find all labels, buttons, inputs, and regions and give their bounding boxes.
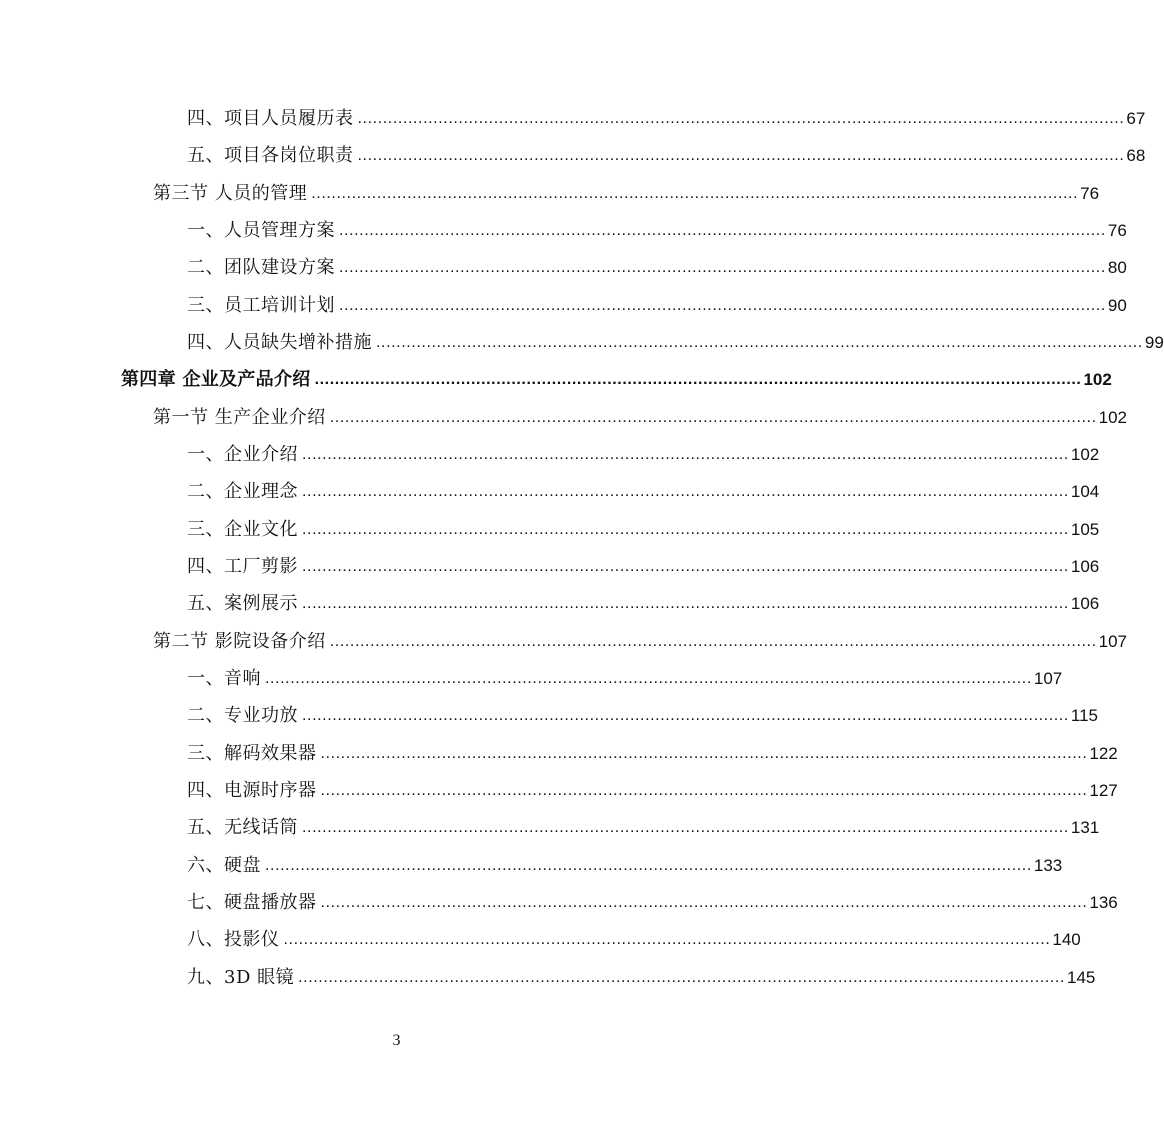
toc-entry-page: 115 xyxy=(1070,706,1098,725)
dot-leader: ........................................................................................................................................................ xyxy=(302,446,1069,463)
dot-leader: ........................................................................................................................................................ xyxy=(339,259,1106,276)
toc-entry-title: 第三节 人员的管理 xyxy=(153,183,308,204)
dot-leader: ........................................................................................................................................................ xyxy=(311,185,1079,202)
toc-entry-title: 八、投影仪 xyxy=(187,929,280,950)
toc-entry[interactable] xyxy=(187,554,1100,580)
toc-entry-page: 127 xyxy=(1089,781,1118,800)
toc-entry[interactable] xyxy=(153,629,1127,655)
toc-chapter-entry[interactable] xyxy=(121,367,1112,393)
toc-entry-page: 131 xyxy=(1070,818,1100,837)
dot-leader: ........................................................................................................................................................ xyxy=(302,558,1069,575)
toc-entry-page: 145 xyxy=(1067,968,1096,987)
dot-leader: ........................................................................................................................................................ xyxy=(376,334,1143,351)
toc-entry[interactable] xyxy=(187,106,1146,132)
toc-entry[interactable] xyxy=(187,293,1127,319)
toc-entry-page: 99 xyxy=(1144,333,1164,352)
toc-entry-title: 三、员工培训计划 xyxy=(187,295,335,316)
dot-leader: ........................................................................................................................................................ xyxy=(302,595,1069,612)
toc-entry-page: 67 xyxy=(1126,109,1146,128)
toc-entry-page: 107 xyxy=(1098,632,1127,651)
dot-leader: ........................................................................................................................................................ xyxy=(265,857,1032,874)
toc-entry[interactable] xyxy=(187,255,1127,281)
toc-entry-title: 五、无线话筒 xyxy=(187,817,298,838)
toc-entry-title: 四、人员缺失增补措施 xyxy=(187,332,372,353)
toc-entry[interactable] xyxy=(187,927,1081,953)
toc-entry[interactable] xyxy=(187,218,1127,244)
dot-leader: ........................................................................................................................................................ xyxy=(302,521,1069,538)
toc-entry-page: 76 xyxy=(1080,184,1100,203)
toc-entry-page: 68 xyxy=(1126,146,1146,165)
dot-leader: ........................................................................................................................................................ xyxy=(302,707,1069,724)
toc-entry-page: 106 xyxy=(1070,594,1100,613)
toc-entry-page: 122 xyxy=(1089,744,1118,763)
toc-entry[interactable] xyxy=(187,965,1096,991)
dot-leader: ........................................................................................................................................................ xyxy=(320,894,1088,911)
toc-entry[interactable] xyxy=(187,517,1100,543)
dot-leader: ........................................................................................................................................................ xyxy=(357,147,1125,164)
toc-entry-page: 136 xyxy=(1089,893,1118,912)
toc-entry-title: 第一节 生产企业介绍 xyxy=(153,407,326,428)
dot-leader: ........................................................................................................................................................ xyxy=(283,931,1051,948)
toc-entry-title: 一、人员管理方案 xyxy=(187,220,335,241)
toc-entry[interactable] xyxy=(187,143,1146,169)
toc-entry-page: 133 xyxy=(1033,856,1063,875)
dot-leader: ........................................................................................................................................................ xyxy=(298,969,1065,986)
toc-entry-title: 四、工厂剪影 xyxy=(187,556,298,577)
toc-entry-page: 80 xyxy=(1107,258,1127,277)
dot-leader: ........................................................................................................................................................ xyxy=(339,297,1106,314)
dot-leader: ........................................................................................................................................................ xyxy=(357,110,1125,127)
toc-entry-page: 102 xyxy=(1070,445,1100,464)
toc-entry[interactable] xyxy=(187,591,1100,617)
toc-entry-title: 七、硬盘播放器 xyxy=(187,892,317,913)
toc-entry-title: 三、解码效果器 xyxy=(187,743,317,764)
toc-entry-title: 五、案例展示 xyxy=(187,593,298,614)
toc-entry[interactable] xyxy=(187,442,1100,468)
toc-entry[interactable] xyxy=(187,703,1098,729)
toc-entry-page: 102 xyxy=(1098,408,1127,427)
toc-entry-title: 六、硬盘 xyxy=(187,855,261,876)
toc-entry-page: 76 xyxy=(1107,221,1127,240)
toc-entry-page: 107 xyxy=(1033,669,1063,688)
toc-entry-title: 四、电源时序器 xyxy=(187,780,317,801)
toc-entry-title: 二、专业功放 xyxy=(187,705,298,726)
toc-entry[interactable] xyxy=(187,666,1063,692)
toc-entry-title: 五、项目各岗位职责 xyxy=(187,145,354,166)
dot-leader: ........................................................................................................................................................ xyxy=(339,222,1106,239)
toc-entry-title: 九、3D 眼镜 xyxy=(187,967,295,988)
toc-entry-page: 104 xyxy=(1070,482,1100,501)
page-number: 3 xyxy=(392,1032,401,1049)
toc-entry-title: 一、企业介绍 xyxy=(187,444,298,465)
toc-entry[interactable] xyxy=(187,853,1063,879)
toc-entry[interactable] xyxy=(153,181,1100,207)
toc-entry-title: 第四章 企业及产品介绍 xyxy=(121,369,311,390)
toc-entry-page: 105 xyxy=(1070,520,1100,539)
dot-leader: ........................................................................................................................................................ xyxy=(265,670,1032,687)
toc-entry-title: 一、音响 xyxy=(187,668,261,689)
toc-entry[interactable] xyxy=(187,890,1118,916)
toc-entry[interactable] xyxy=(187,479,1100,505)
dot-leader: ........................................................................................................................................................ xyxy=(314,371,1082,388)
dot-leader: ........................................................................................................................................................ xyxy=(320,745,1088,762)
dot-leader: ........................................................................................................................................................ xyxy=(329,633,1097,650)
dot-leader: ........................................................................................................................................................ xyxy=(302,819,1069,836)
toc-entry[interactable] xyxy=(187,815,1100,841)
toc-entry-title: 三、企业文化 xyxy=(187,519,298,540)
toc-entry[interactable] xyxy=(187,741,1118,767)
dot-leader: ........................................................................................................................................................ xyxy=(320,782,1088,799)
toc-entry-title: 第二节 影院设备介绍 xyxy=(153,631,326,652)
toc-entry-title: 二、企业理念 xyxy=(187,481,298,502)
toc-entry-title: 四、项目人员履历表 xyxy=(187,108,354,129)
toc-entry-page: 140 xyxy=(1052,930,1081,949)
toc-entry-page: 106 xyxy=(1070,557,1100,576)
toc-entry-title: 二、团队建设方案 xyxy=(187,257,335,278)
dot-leader: ........................................................................................................................................................ xyxy=(302,483,1069,500)
toc-entry[interactable] xyxy=(153,405,1127,431)
toc-entry-page: 102 xyxy=(1083,370,1112,389)
toc-entry[interactable] xyxy=(187,330,1164,356)
dot-leader: ........................................................................................................................................................ xyxy=(329,409,1097,426)
toc-entry[interactable] xyxy=(187,778,1118,804)
toc-entry-page: 90 xyxy=(1107,296,1127,315)
